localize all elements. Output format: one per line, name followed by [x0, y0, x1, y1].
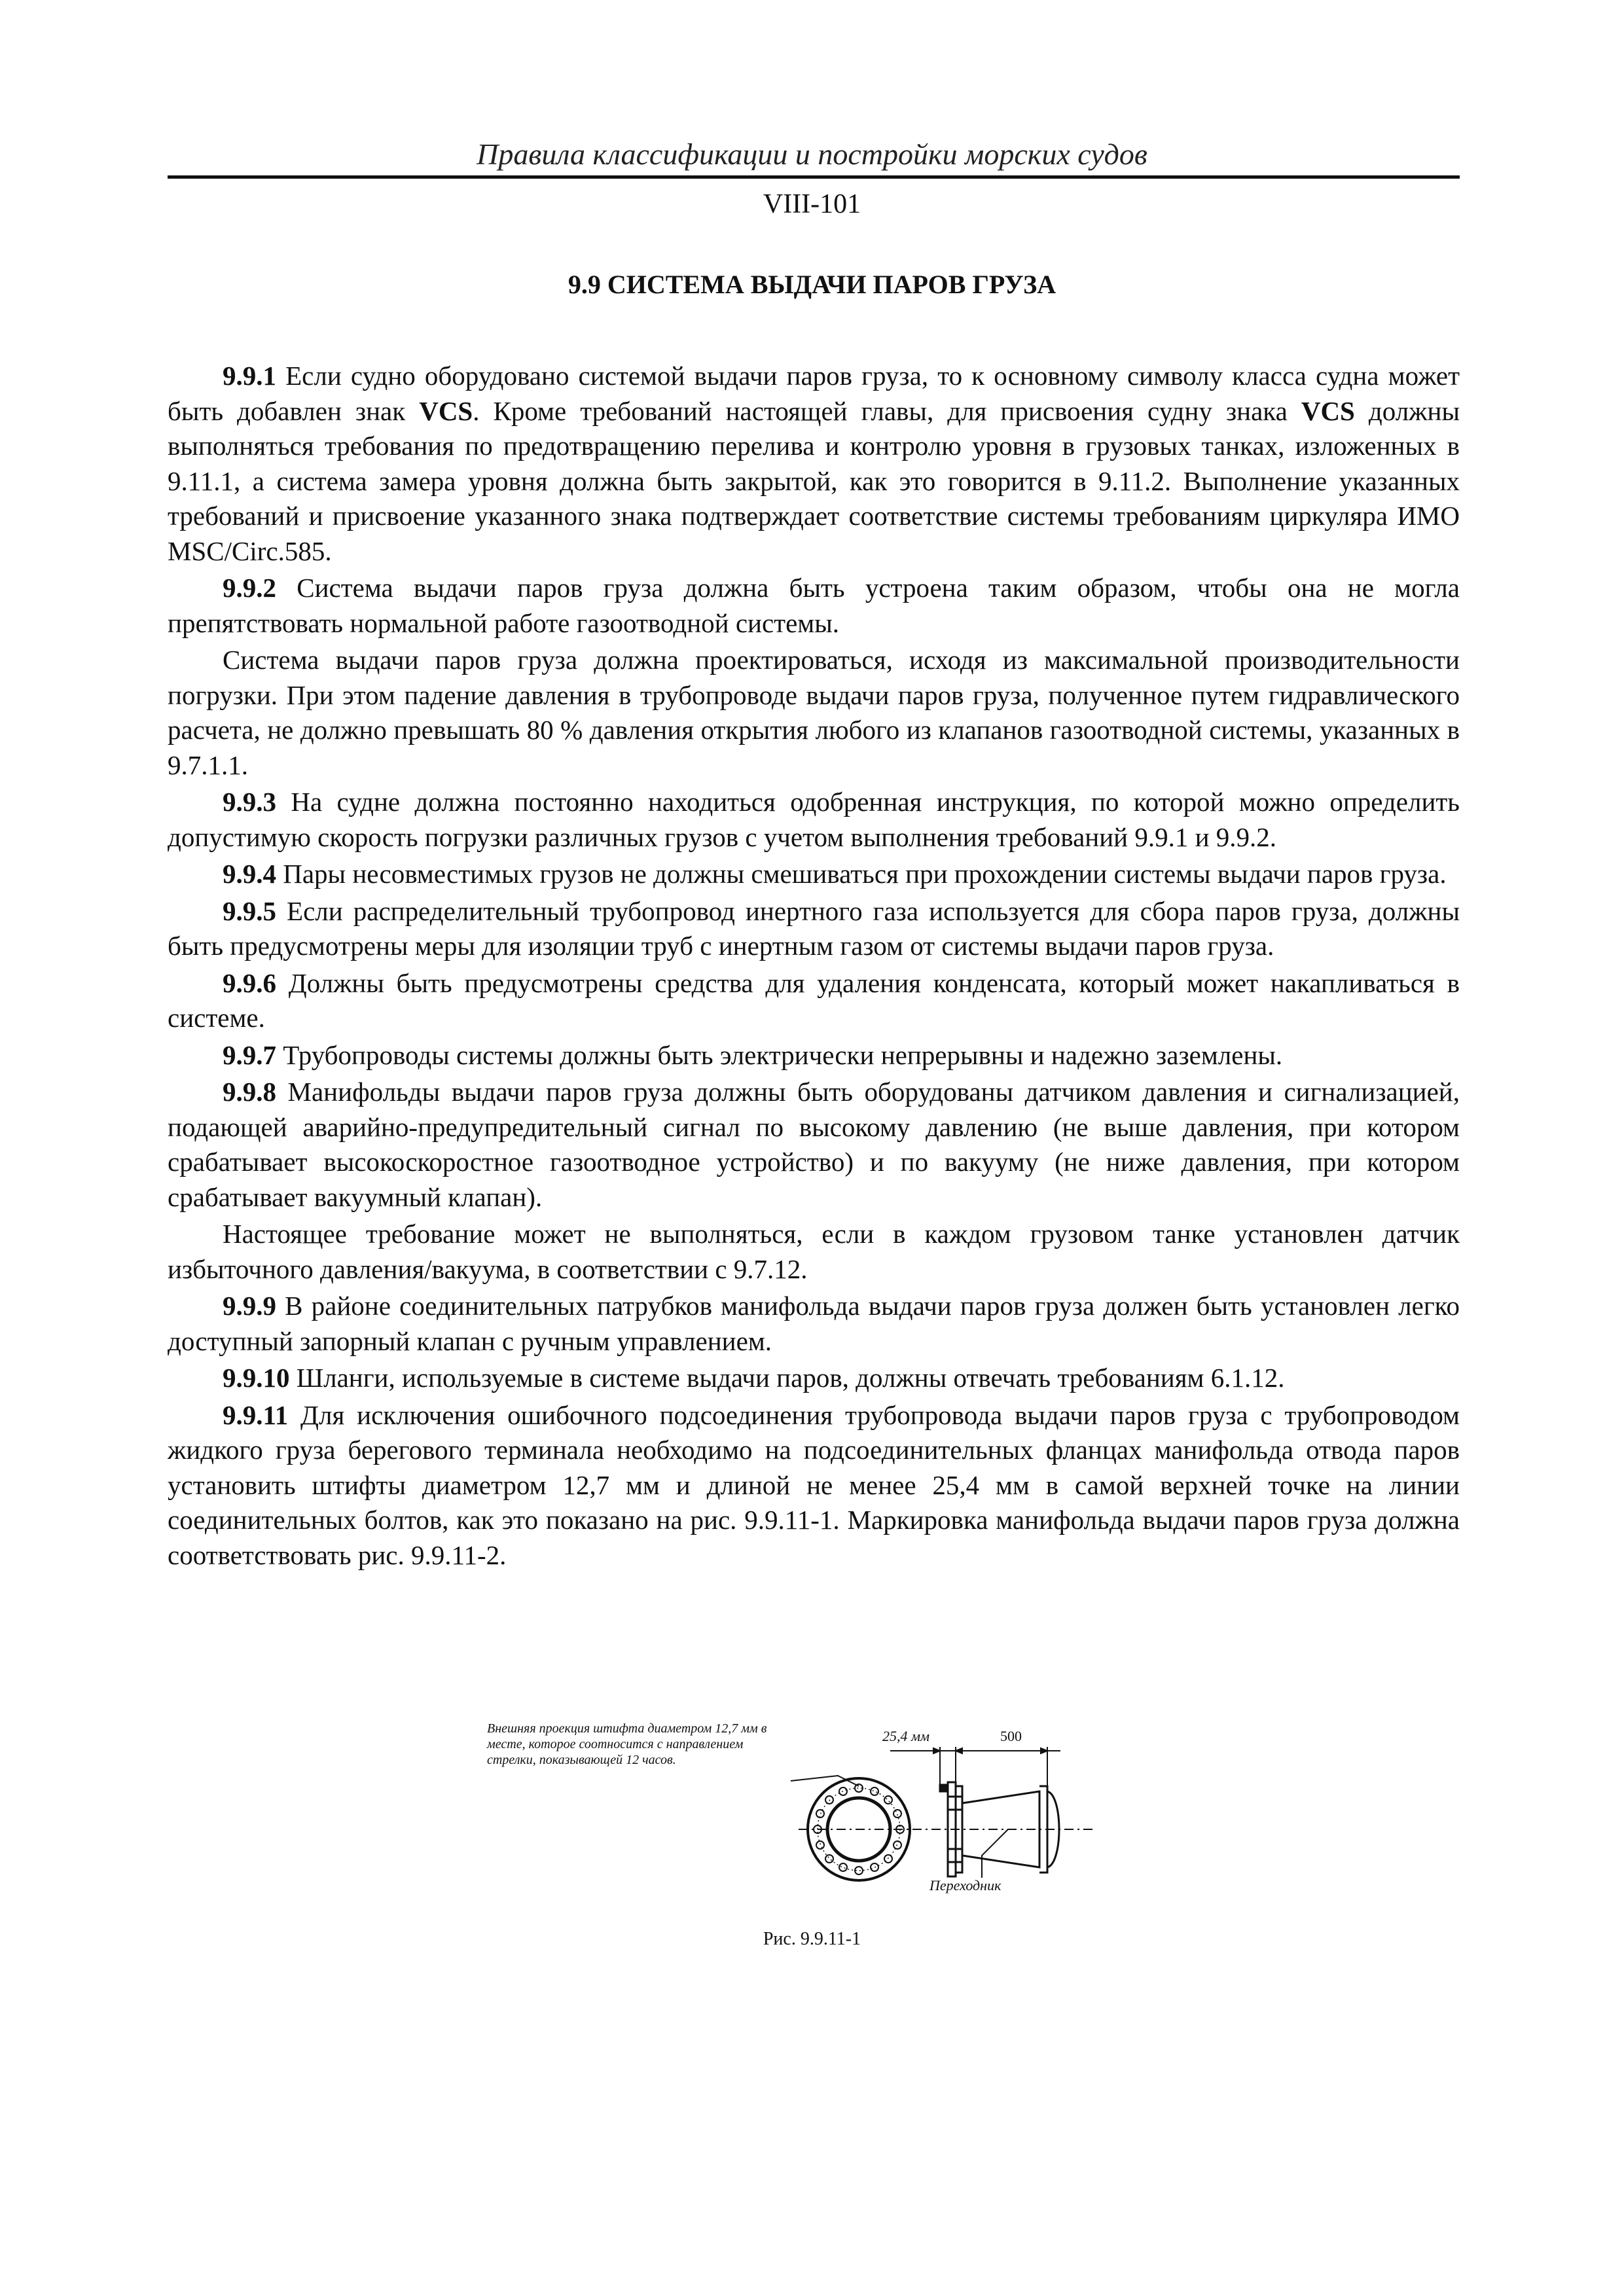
pin-length-dimension: 25,4 мм — [882, 1728, 930, 1744]
paragraph-text: . Кроме требований настоящей главы, для присвоения судну знака — [473, 395, 1301, 426]
paragraph-number: 9.9.6 — [223, 967, 276, 998]
document-body — [168, 359, 1460, 1575]
paragraph-number: 9.9.10 — [223, 1363, 290, 1393]
page-number: VIII-101 — [763, 189, 861, 219]
paragraph-9-9-1 — [168, 359, 1460, 569]
paragraph-text: Пары несовместимых грузов не должны смешиваться при прохождении системы выдачи паров груза. — [276, 859, 1447, 889]
paragraph-9-9-10 — [168, 1361, 1460, 1396]
paragraph-number: 9.9.3 — [223, 787, 276, 817]
header-divider — [168, 175, 1460, 179]
paragraph-9-9-3 — [168, 785, 1460, 855]
flange-pin-figure — [471, 1718, 1126, 1895]
paragraph-number: 9.9.2 — [223, 573, 276, 603]
paragraph-number: 9.9.11 — [223, 1399, 289, 1430]
paragraph-9-9-4 — [168, 857, 1460, 892]
paragraph-number: 9.9.9 — [223, 1291, 276, 1321]
paragraph-9-9-7 — [168, 1038, 1460, 1073]
paragraph-text: Для исключения ошибочного подсоединения трубопровода выдачи паров груза с трубопроводом жидкого груза берегового терминала необходимо на подсоединительных фланцах манифольда отвода паров установить штифты диаметром 12,7 мм и длиной не менее 25,4 мм в самой верхней точке на линии соединительных болтов, как это показано на рис. 9.9.11-1. Маркировка манифольда выдачи паров груза должна соответствовать рис. 9.9.11-2. — [168, 1399, 1460, 1570]
paragraph-9-9-8-cont — [168, 1217, 1460, 1287]
adapter-leader-line — [982, 1829, 1008, 1878]
paragraph-9-9-9 — [168, 1289, 1460, 1359]
paragraph-text: Трубопроводы системы должны быть электрически непрерывны и надежно заземлены. — [276, 1039, 1283, 1070]
paragraph-text: Система выдачи паров груза должна проектироваться, исходя из максимальной производительности погрузки. При этом падение давления в трубопроводе выдачи паров груза, полученное путем гидравлического расчета, не должно превышать 80 % давления открытия любого из клапанов газоотводной системы, указанных в 9.7.1.1. — [168, 645, 1460, 780]
paragraph-number: 9.9.5 — [223, 895, 276, 926]
paragraph-9-9-8 — [168, 1075, 1460, 1215]
paragraph-number: 9.9.8 — [223, 1077, 276, 1107]
paragraph-number: 9.9.1 — [223, 361, 276, 391]
paragraph-9-9-6 — [168, 966, 1460, 1036]
length-dimension: 500 — [1000, 1728, 1022, 1744]
paragraph-text: Система выдачи паров груза должна быть устроена таким образом, чтобы она не могла препятствовать нормальной работе газоотводной системы. — [168, 573, 1460, 638]
paragraph-text: Если судно оборудовано системой выдачи паров груза, то к основному символу класса судна может быть добавлен знак — [168, 361, 1460, 426]
vcs-mark: VCS — [419, 395, 473, 426]
paragraph-text: Настоящее требование может не выполняться, если в каждом грузовом танке установлен датчик избыточного давления/вакуума, в соответствии с 9.7.12. — [168, 1219, 1460, 1284]
paragraph-9-9-2 — [168, 571, 1460, 641]
paragraph-9-9-11 — [168, 1398, 1460, 1573]
adapter-label: Переходник — [929, 1877, 1001, 1893]
dimension-lines — [890, 1747, 1060, 1786]
paragraph-9-9-2-cont — [168, 643, 1460, 783]
paragraph-text: На судне должна постоянно находиться одобренная инструкция, по которой можно определить допустимую скорость погрузки различных грузов с учетом выполнения требований 9.9.1 и 9.9.2. — [168, 787, 1460, 852]
running-header-title: Правила классификации и постройки морских судов — [477, 137, 1147, 171]
paragraph-text: Должны быть предусмотрены средства для удаления конденсата, который может накапливаться в системе. — [168, 967, 1460, 1033]
paragraph-text: должны выполняться требования по предотвращению перелива и контролю уровня в грузовых танках, изложенных в 9.11.1, а система замера уровня должна быть закрытой, как это говорится в 9.11.2. Выполнение указанных требований и присвоение указанного знака подтверждает соответствие системы требованиям циркуляра ИМО MSC/Circ.585. — [168, 395, 1460, 566]
paragraph-number: 9.9.4 — [223, 859, 276, 889]
paragraph-text: В районе соединительных патрубков манифольда выдачи паров груза должен быть установлен легко доступный запорный клапан с ручным управлением. — [168, 1291, 1460, 1356]
paragraph-text: Если распределительный трубопровод инертного газа используется для сбора паров груза, должны быть предусмотрены меры для изоляции труб с инертным газом от системы выдачи паров груза. — [168, 895, 1460, 961]
figure-note: Внешняя проекция штифта диаметром 12,7 мм в месте, которое соотносится с направлением стрелки, показывающей 12 часов. — [487, 1721, 767, 1767]
paragraph-text: Манифольды выдачи паров груза должны быть оборудованы датчиком давления и сигнализацией, подающей аварийно-предупредительный сигнал по высокому давлению (не выше давления, при котором срабатывает высокоскоростное газоотводное устройство) и по вакууму (не ниже давления, при котором срабатывает вакуумный клапан). — [168, 1077, 1460, 1212]
figure-caption: Рис. 9.9.11-1 — [763, 1929, 861, 1949]
section-heading: 9.9 СИСТЕМА ВЫДАЧИ ПАРОВ ГРУЗА — [568, 270, 1056, 299]
paragraph-number: 9.9.7 — [223, 1039, 276, 1070]
paragraph-text: Шланги, используемые в системе выдачи паров, должны отвечать требованиям 6.1.12. — [289, 1363, 1285, 1393]
note-leader-line — [791, 1776, 859, 1786]
paragraph-9-9-5 — [168, 894, 1460, 964]
vcs-mark: VCS — [1301, 395, 1355, 426]
